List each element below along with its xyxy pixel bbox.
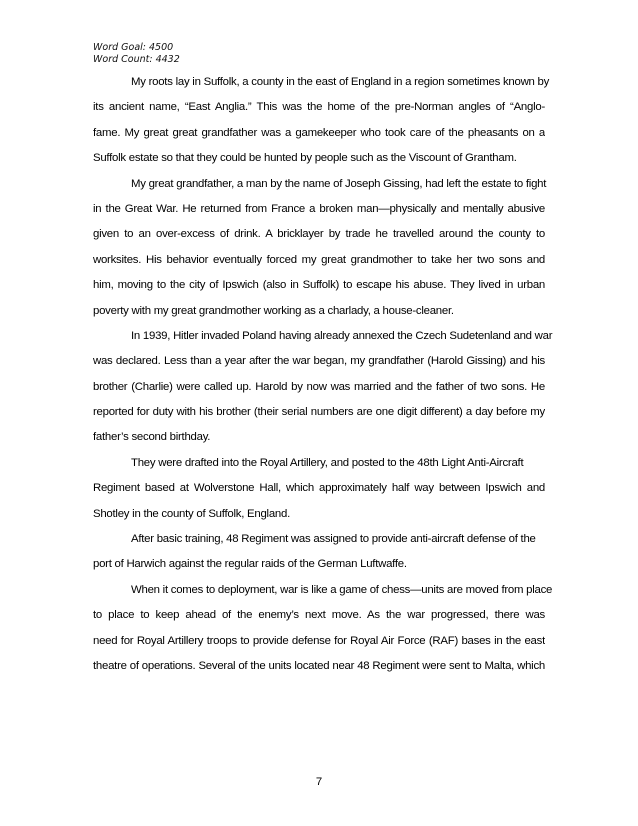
text-line: brother (Charlie) were called up. Harold by now was married and the father of two sons. He (93, 380, 545, 393)
text-line: When it comes to deployment, war is like a game of chess—units are moved from place (131, 583, 553, 596)
word-count: Word Count: 4432 (93, 54, 180, 65)
text-line: port of Harwich against the regular raids of the German Luftwaffe. (93, 558, 407, 571)
text-line: After basic training, 48 Regiment was assigned to provide anti-aircraft defense of the (131, 533, 536, 546)
text-line: given to an over-excess of drink. A bricklayer by trade he travelled around the county to (93, 228, 545, 241)
word-count-header (93, 42, 180, 66)
text-line: Regiment based at Wolverstone Hall, which approximately half way between Ipswich and (93, 482, 545, 495)
text-line: poverty with my great grandmother working as a charlady, a house-cleaner. (93, 304, 454, 317)
page-number: 7 (315, 776, 323, 788)
text-line: My great grandfather, a man by the name of Joseph Gissing, had left the estate to fight (131, 177, 547, 190)
text-line: My roots lay in Suffolk, a county in the east of England in a region sometimes known by (131, 76, 550, 88)
text-line: In 1939, Hitler invaded Poland having already annexed the Czech Sudetenland and war (131, 329, 553, 342)
text-line: its ancient name, “East Anglia.” This was the home of the pre-Norman angles of “Anglo- (93, 101, 545, 114)
text-line: fame. My great great grandfather was a gamekeeper who took care of the pheasants on a (93, 126, 545, 139)
text-line: They were drafted into the Royal Artillery, and posted to the 48th Light Anti-Aircraft (131, 456, 524, 469)
text-line: Shotley in the county of Suffolk, England. (93, 507, 290, 520)
word-goal: Word Goal: 4500 (93, 42, 174, 53)
text-line: him, moving to the city of Ipswich (also in Suffolk) to escape his abuse. They lived in urban (93, 279, 545, 292)
text-line: was declared. Less than a year after the war began, my grandfather (Harold Gissing) and his (93, 355, 545, 368)
text-line: in the Great War. He returned from France a broken man—physically and mentally abusive (93, 202, 545, 215)
text-line: theatre of operations. Several of the units located near 48 Regiment were sent to Malta, which (93, 659, 545, 672)
body-text (93, 70, 553, 679)
text-line: need for Royal Artillery troops to provide defense for Royal Air Force (RAF) bases in the east (93, 634, 545, 647)
text-line: Suffolk estate so that they could be hunted by people such as the Viscount of Grantham. (93, 152, 517, 165)
text-line: to place to keep ahead of the enemy’s next move. As the war progressed, there was (93, 609, 545, 622)
text-line: worksites. His behavior eventually forced my great grandmother to take her two sons and (93, 253, 545, 266)
text-line: reported for duty with his brother (their serial numbers are one digit different) a day before my (93, 406, 545, 419)
text-line: father’s second birthday. (93, 431, 211, 444)
